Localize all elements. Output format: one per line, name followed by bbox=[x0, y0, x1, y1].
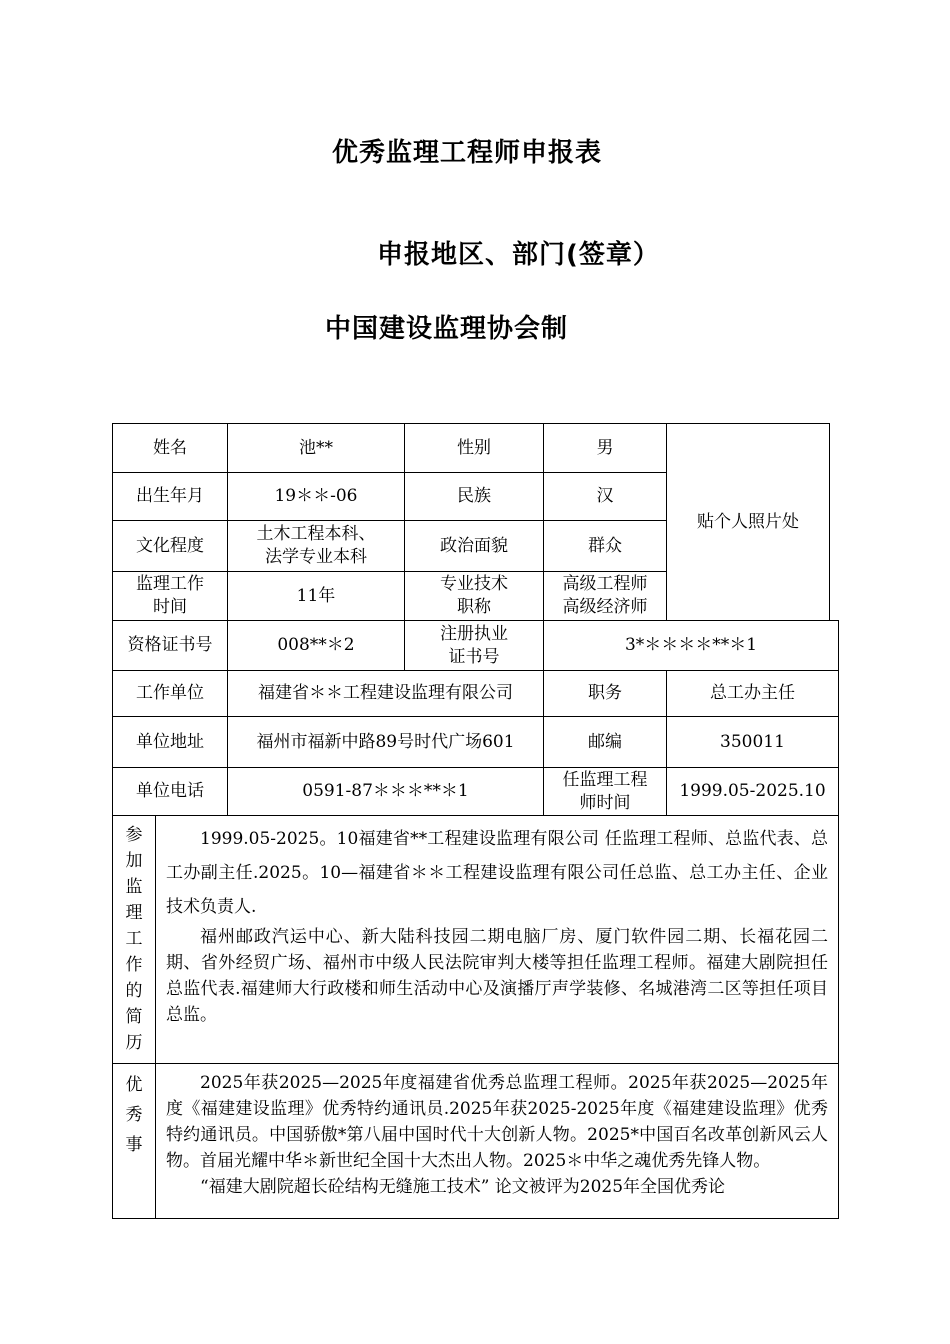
ethnic-label: 民族 bbox=[405, 473, 544, 521]
education-label: 文化程度 bbox=[113, 521, 228, 572]
birth-value: 19＊＊-06 bbox=[228, 473, 405, 521]
phone-value: 0591-87＊＊＊**＊1 bbox=[228, 768, 544, 816]
education-line-2: 法学专业本科 bbox=[265, 547, 367, 567]
cert-value: 008**＊2 bbox=[228, 621, 405, 671]
tenure-label-line-2: 师时间 bbox=[579, 792, 631, 813]
address-value: 福州市福新中路89号时代广场601 bbox=[228, 717, 544, 768]
honor-paragraph-1: 2025年获2025—2025年度福建省优秀总监理工程师。2025年获2025—2025年度《福建建设监理》优秀特约通讯员.2025年获2025-2025年度《福建建设监理》优秀特约通讯员。中国骄傲*第八届中国时代十大创新人物。2025*中国百名改革创新风云人物。首届光耀中华＊新世纪全国十大杰出人物。2025＊中华之魂优秀先锋人物。 bbox=[166, 1073, 829, 1171]
reg-value: 3*＊＊＊＊**＊1 bbox=[544, 621, 839, 671]
education-line-1: 土木工程本科、 bbox=[256, 524, 376, 544]
reg-label-line-2: 证书号 bbox=[448, 646, 500, 667]
experience-paragraph-2: 福州邮政汽运中心、新大陆科技园二期电脑厂房、厦门软件园二期、长福花园二期、省外经贸广场、福州市中级人民法院审判大楼等担任监理工程师。福建大剧院担任总监代表.福建师大行政楼和师生活动中心及演播厅声学装修、名城港湾二区等担任项目总监。 bbox=[166, 927, 829, 1025]
ethnic-value: 汉 bbox=[544, 473, 667, 521]
photo-placeholder: 贴个人照片处 bbox=[667, 424, 830, 621]
title-value bbox=[544, 572, 667, 621]
political-value: 群众 bbox=[544, 521, 667, 572]
employer-value: 福建省＊＊工程建设监理有限公司 bbox=[228, 671, 544, 717]
gender-value: 男 bbox=[544, 424, 667, 473]
reg-label-line-1: 注册执业 bbox=[440, 623, 508, 644]
tenure-label bbox=[544, 768, 667, 816]
basic-info-table bbox=[112, 423, 830, 621]
issuer-line: 中国建设监理协会制 bbox=[325, 314, 569, 344]
phone-label: 单位电话 bbox=[113, 768, 228, 816]
position-value: 总工办主任 bbox=[667, 671, 839, 717]
reg-label bbox=[405, 621, 544, 671]
years-label-line-2: 时间 bbox=[153, 597, 187, 617]
name-label: 姓名 bbox=[113, 424, 228, 473]
employer-label: 工作单位 bbox=[113, 671, 228, 717]
experience-text bbox=[156, 816, 839, 1064]
tenure-value: 1999.05-2025.10 bbox=[667, 768, 839, 816]
honor-paragraph-2: “福建大剧院超长砼结构无缝施工技术” 论文被评为2025年全国优秀论 bbox=[200, 1177, 726, 1197]
title-line-2: 高级经济师 bbox=[562, 597, 648, 617]
postcode-label: 邮编 bbox=[544, 717, 667, 768]
education-value bbox=[228, 521, 405, 572]
tenure-label-line-1: 任监理工程 bbox=[562, 769, 648, 790]
years-label-line-1: 监理工作 bbox=[136, 574, 204, 594]
work-info-table bbox=[112, 620, 839, 1219]
cert-label: 资格证书号 bbox=[113, 621, 228, 671]
title-label-line-2: 职称 bbox=[457, 597, 491, 617]
title-label bbox=[405, 572, 544, 621]
honor-label: 优秀事 bbox=[125, 1075, 143, 1155]
address-label: 单位地址 bbox=[113, 717, 228, 768]
experience-label: 参加监理工作的简历 bbox=[125, 825, 143, 1053]
postcode-value: 350011 bbox=[667, 717, 839, 768]
experience-paragraph-1: 1999.05-2025。10福建省**工程建设监理有限公司 任监理工程师、总监代表、总工办副主任.2025。10—福建省＊＊工程建设监理有限公司任总监、总工办主任、企业技术负责人. bbox=[166, 829, 829, 917]
honor-text bbox=[156, 1064, 839, 1219]
position-label: 职务 bbox=[544, 671, 667, 717]
political-label: 政治面貌 bbox=[405, 521, 544, 572]
title-line-1: 高级工程师 bbox=[562, 574, 648, 594]
form-title: 优秀监理工程师申报表 bbox=[332, 138, 603, 168]
years-value: 11年 bbox=[228, 572, 405, 621]
birth-label: 出生年月 bbox=[113, 473, 228, 521]
experience-label-cell bbox=[113, 816, 156, 1064]
years-label bbox=[113, 572, 228, 621]
gender-label: 性别 bbox=[405, 424, 544, 473]
honor-label-cell bbox=[113, 1064, 156, 1219]
title-label-line-1: 专业技术 bbox=[440, 574, 508, 594]
name-value: 池** bbox=[228, 424, 405, 473]
region-department-stamp-line: 申报地区、部门(签章） bbox=[377, 240, 660, 270]
